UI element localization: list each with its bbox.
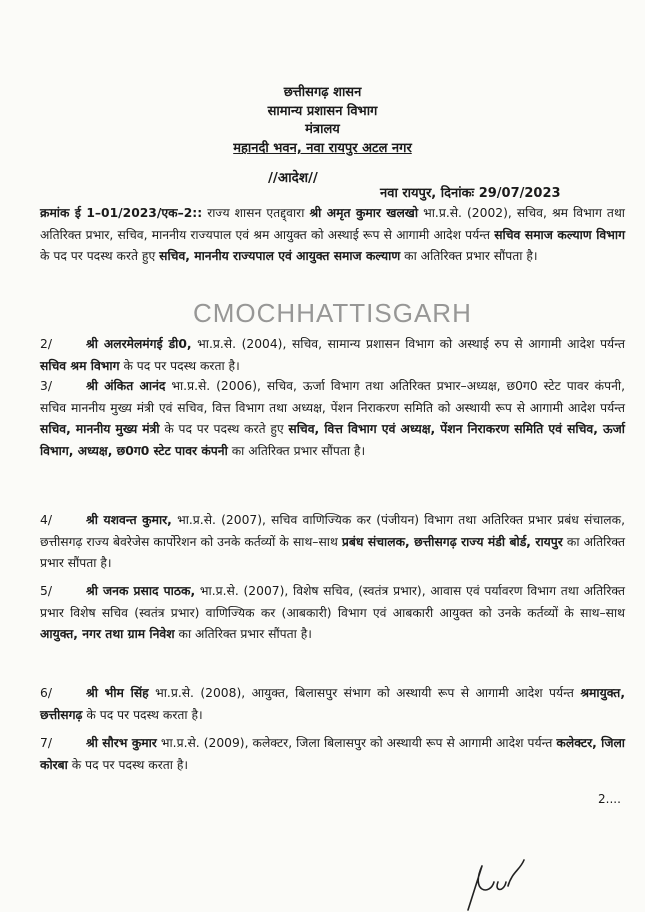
paragraph-7: 7/ श्री सौरभ कुमार भा.प्र.से. (2009), कलेक्टर, जिला बिलासपुर को अस्थायी रूप से आगामी आदेश पर्यन्त कलेक्टर, जिला कोरबा के पद पर पदस्थ करता है।: [40, 733, 625, 776]
paragraph-2: 2/ श्री अलरमेलमंगई डी0, भा.प्र.से. (2004), सचिव, सामान्य प्रशासन विभाग को अस्थाई रुप से आगामी आदेश पर्यन्त सचिव श्रम विभाग के पद पर पदस्थ करता है।: [40, 334, 625, 377]
paragraph-5: 5/ श्री जनक प्रसाद पाठक, भा.प्र.से. (2007), विशेष सचिव, (स्वतंत्र प्रभार), आवास एवं पर्यावरण विभाग तथा अतिरिक्त प्रभार विशेष सचिव (स्वतंत्र प्रभार) वाणिज्यिक कर (आबकारी) विभाग एवं आबकारी आयुक्त को उनके कर्तव्यों के साथ–साथ आयुक्त, नगर तथा ग्राम निवेश का अतिरिक्त प्रभार सौंपता है।: [40, 581, 625, 646]
watermark: CMOCHHATTISGARH: [193, 298, 472, 328]
order-title: //आदेश//: [268, 170, 318, 186]
paragraph-number: 4/: [40, 513, 52, 527]
order-reference: क्रमांक ई 1–01/2023/एक–2::: [40, 206, 203, 220]
paragraph-number: 7/: [40, 736, 52, 750]
header-address: महानदी भवन, नवा रायपुर अटल नगर: [233, 141, 412, 156]
paragraph-3: 3/ श्री अंकित आनंद भा.प्र.से. (2006), सचिव, ऊर्जा विभाग तथा अतिरिक्त प्रभार–अध्यक्ष, छ0ग0 स्टेट पावर कंपनी, सचिव माननीय मुख्य मंत्री एवं सचिव, वित्त विभाग तथा अध्यक्ष, पेंशन निराकरण समिति को अस्थायी रूप से आगामी आदेश पर्यन्त सचिव, माननीय मुख्य मंत्री के पद पर पदस्थ करते हुए सचिव, वित्त विभाग एवं अध्यक्ष, पेंशन निराकरण समिति एवं सचिव, ऊर्जा विभाग, अध्यक्ष, छ0ग0 स्टेट पावर कंपनी का अतिरिक्त प्रभार सौंपता है।: [40, 376, 625, 462]
header-department: सामान्य प्रशासन विभाग: [267, 104, 378, 119]
paragraph-4: 4/ श्री यशवन्त कुमार, भा.प्र.से. (2007), सचिव वाणिज्यिक कर (पंजीयन) विभाग तथा अतिरिक्त प्रभार प्रबंध संचालक, छत्तीसगढ़ राज्य बेवरेजेस कार्पोरेशन को उनके कर्तव्यों के साथ–साथ प्रबंध संचालक, छत्तीसगढ़ राज्य मंडी बोर्ड, रायपुर का अतिरिक्त प्रभार सौंपता है।: [40, 510, 625, 575]
page-continuation: 2....: [598, 792, 621, 806]
paragraph-1: क्रमांक ई 1–01/2023/एक–2:: राज्य शासन एतद्द्वारा श्री अमृत कुमार खलखो भा.प्र.से. (2002), सचिव, श्रम विभाग तथा अतिरिक्त प्रभार, सचिव, माननीय राज्यपाल एवं श्रम आयुक्त को अस्थाई रूप से आगामी आदेश पर्यन्त सचिव समाज कल्याण विभाग के पद पर पदस्थ करते हुए सचिव, माननीय राज्यपाल एवं आयुक्त समाज कल्याण का अतिरिक्त प्रभार सौंपता है।: [40, 206, 625, 264]
paragraph-6: 6/ श्री भीम सिंह भा.प्र.से. (2008), आयुक्त, बिलासपुर संभाग को अस्थायी रूप से आगामी आदेश पर्यन्त श्रमायुक्त, छत्तीसगढ़ के पद पर पदस्थ करता है।: [40, 683, 625, 726]
paragraph-number: 6/: [40, 686, 52, 700]
header-secretariat: मंत्रालय: [305, 122, 340, 137]
signature-mark: [460, 852, 530, 912]
order-dateline: नवा रायपुर, दिनांकः 29/07/2023: [380, 186, 561, 201]
paragraph-number: 3/: [40, 379, 52, 393]
paragraph-number: 2/: [40, 337, 52, 351]
paragraph-number: 5/: [40, 584, 52, 598]
header-government: छत्तीसगढ़ शासन: [283, 85, 362, 100]
